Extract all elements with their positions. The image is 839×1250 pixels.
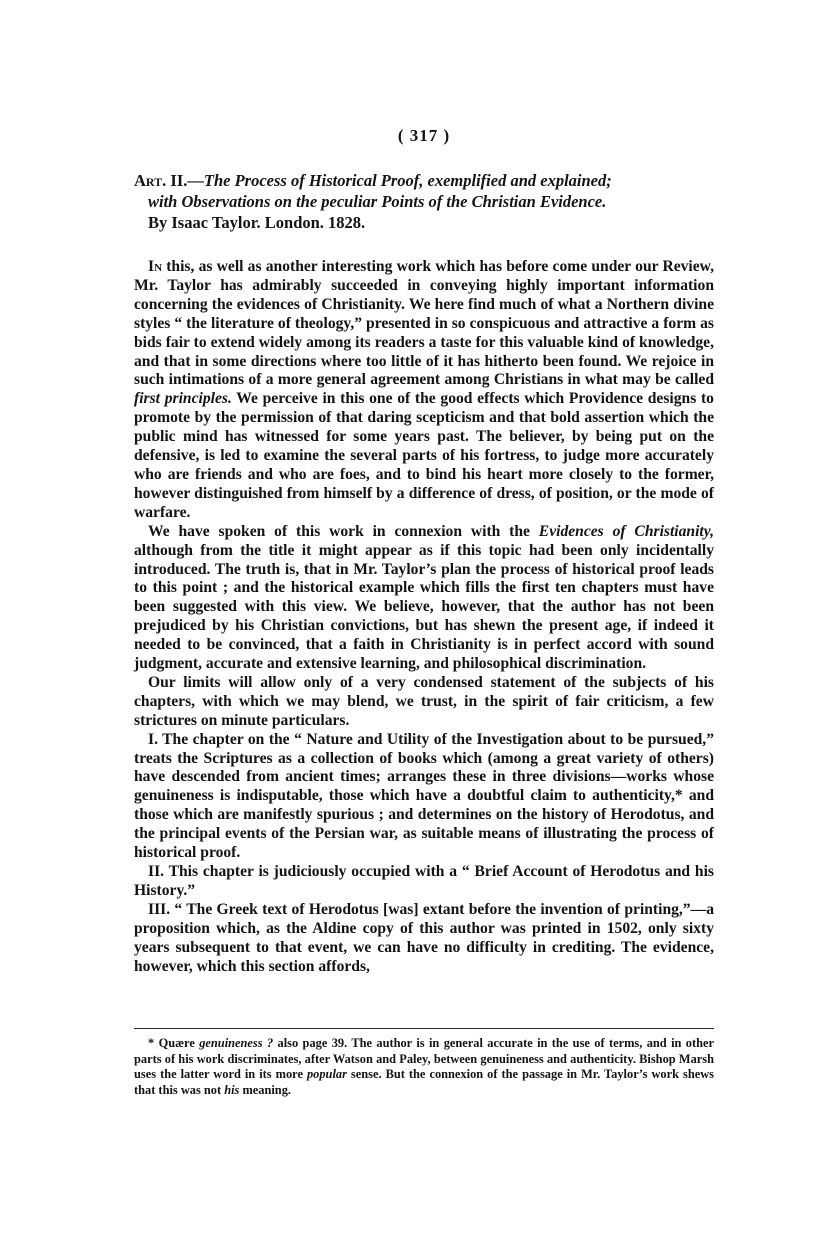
footnote-italic-3: his [224,1082,240,1097]
footnote-marker: * Quære [148,1036,200,1050]
article-body [134,258,714,976]
footnote-italic-1: genuineness ? [199,1036,274,1050]
heading-author-line: By Isaac Taylor. London. 1828. [148,213,366,232]
paragraph-1-first-word: In [148,258,163,275]
article-title-part-2: with Observations on the peculiar Points of the Christian Evidence. [148,192,607,211]
article-title-part-1: The Process of Historical Proof, exemplified and explained; [203,171,612,190]
heading-line-1: Art. II.—The Process of Historical Proof, exemplified and explained; [134,171,612,190]
footnote-text-2: sense. But the connexion of the passage in Mr. Taylor’s work shews that this was not [134,1067,714,1097]
paragraph-5: II. This chapter is judiciously occupied with a “ Brief Account of Herodotus and his History.” [134,863,714,899]
paragraph-1 [134,258,714,523]
footnote [134,1036,714,1098]
paragraph-3: Our limits will allow only of a very condensed statement of the subjects of his chapters, with which we may blend, we trust, in the spirit of fair criticism, a few strictures on minute particulars. [134,673,714,729]
paragraph-2-italic: Evidences of Christianity, [538,522,715,540]
paragraph-1-italic: first principles. [134,390,232,408]
footnote-rule [134,1028,714,1029]
footnote-italic-2: popular [306,1067,347,1081]
paragraph-2-text: although from the title it might appear as if this topic had been only incidentally introduced. The truth is, that in Mr. Taylor’s plan the process of historical proof leads to this point ; and the historical example which fills the first ten chapters must have been suggested with this view. We believe, however, that the author has not been prejudiced by his Christian convictions, but has shewn the present age, if indeed it needed to be convinced, that a faith in Christianity is in perfect accord with sound judgment, accurate and extensive learning, and philosophical discrimination. [134,541,714,673]
footnote-text-3: meaning. [239,1082,291,1097]
footnote-text-1: also page 39. The author is in general accurate in the use of terms, and in other parts of his work discriminates, after Watson and Paley, between genuineness and authenticity. Bishop Marsh uses the latter word in its more [134,1036,714,1081]
paragraph-2 [134,523,714,674]
footnote-text [134,1036,714,1098]
paragraph-6: III. “ The Greek text of Herodotus [was] extant before the invention of printing,”—a proposition which, as the Aldine copy of this author was printed in 1502, only sixty years subsequent to that event, we can have no difficulty in crediting. The evidence, however, which this section affords, [134,900,714,975]
paragraph-2-start: We have spoken of this work in connexion with the [148,522,539,540]
article-heading [134,170,714,233]
paragraph-4: I. The chapter on the “ Nature and Utility of the Investigation about to be pursued,” treats the Scriptures as a collection of books which (among a great variety of others) have descended from ancient times; arranges these in three divisions—works whose genuineness is indisputable, those which have a doubtful claim to authenticity,* and those which are manifestly spurious ; and determines on the history of Herodotus, and the principal events of the Persian war, as suitable means of illustrating the process of historical proof. [134,730,714,862]
article-label: Art. II. [134,171,188,190]
heading-line-2 [134,191,714,212]
paragraph-1-end: We perceive in this one of the good effects which Providence designs to promote by the permission of that daring scepticism and that bold assertion which the public mind has witnessed for some years past. The believer, by being put on the defensive, is led to examine the several parts of his fortress, to judge more accurately who are friends and who are foes, and to bind his heart more closely to the former, however distinguished from himself by a difference of dress, of position, or the mode of warfare. [134,390,714,521]
paragraph-1-text: this, as well as another interesting work which has before come under our Review, Mr. Taylor has admirably succeeded in conveying highly important information concerning the evidences of Christianity. We here find much of what a Northern divine styles “ the literature of theology,” presented in so conspicuous and attractive a form as bids fair to extend widely among its readers a taste for this valuable kind of knowledge, and that in some directions where too little of it has hitherto been found. We rejoice in such intimations of a more general agreement among Christians in what may be called [134,258,714,389]
page-number: ( 317 ) [397,126,451,145]
